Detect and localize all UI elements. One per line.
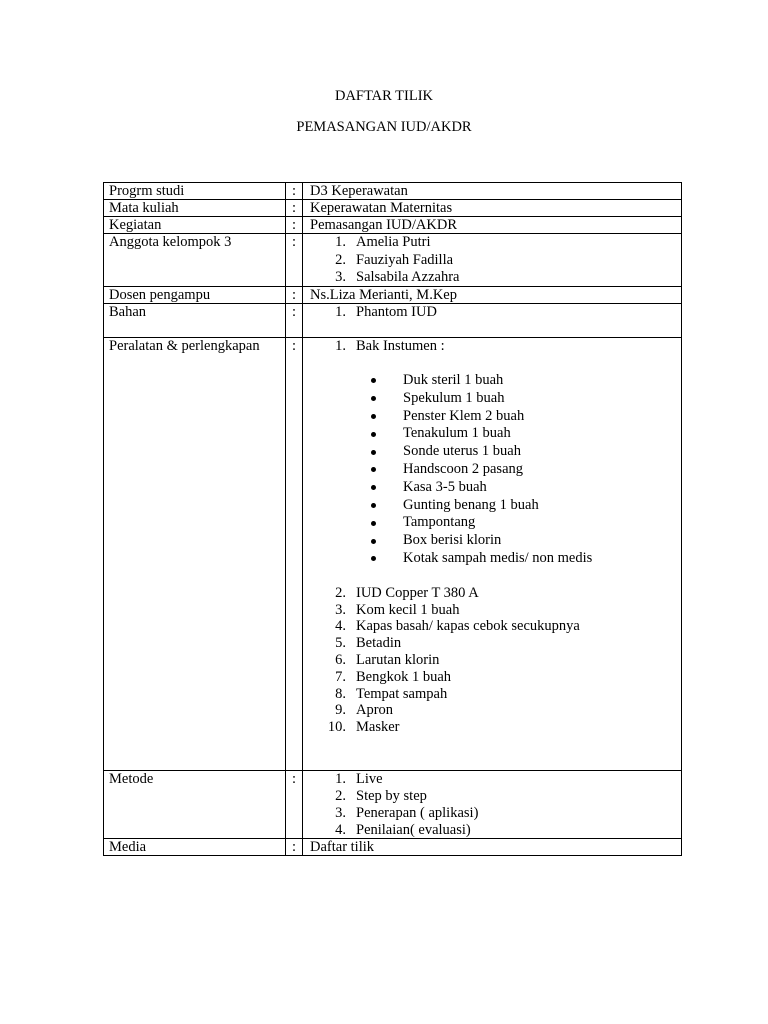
equipment-list — [303, 338, 681, 770]
row-separator: : — [286, 183, 303, 200]
row-value: Daftar tilik — [310, 839, 375, 855]
bullet-item-text: Box berisi klorin — [403, 532, 502, 549]
list-item-text: Kom kecil 1 buah — [356, 601, 460, 618]
row-value: D3 Keperawatan — [310, 183, 408, 199]
row-value: Ns.Liza Merianti, M.Kep — [310, 287, 457, 303]
list-number: 1. — [335, 304, 346, 320]
list-number: 7. — [335, 668, 346, 685]
list-item-text: Kapas basah/ kapas cebok secukupnya — [356, 618, 580, 635]
bullet-item-text: Kotak sampah medis/ non medis — [403, 549, 593, 566]
bullet-item — [303, 514, 681, 532]
list-item-text: Bengkok 1 buah — [356, 668, 452, 685]
bullet-icon — [371, 450, 376, 455]
list-item-text: Masker — [356, 719, 400, 736]
list-item — [303, 602, 681, 619]
bullet-icon — [371, 467, 376, 472]
list-item-text: Step by step — [356, 788, 427, 804]
row-value: Pemasangan IUD/AKDR — [310, 217, 457, 233]
table-row-program-studi — [104, 183, 681, 199]
row-separator: : — [286, 771, 303, 839]
list-item — [303, 686, 681, 703]
list-item-text: Penilaian( evaluasi) — [356, 822, 471, 838]
bullet-item-text: Tampontang — [403, 514, 476, 531]
list-item-text: Live — [356, 771, 383, 787]
list-item-text: Penerapan ( aplikasi) — [356, 805, 479, 821]
row-label: Kegiatan — [104, 217, 286, 234]
row-label: Anggota kelompok 3 — [104, 234, 286, 287]
row-separator: : — [286, 200, 303, 217]
document-subtitle: PEMASANGAN IUD/AKDR — [296, 119, 472, 135]
row-separator: : — [286, 217, 303, 234]
bullet-icon — [371, 378, 376, 383]
bullet-item — [303, 479, 681, 497]
list-item — [303, 702, 681, 719]
table-row-bahan — [104, 303, 681, 337]
list-number: 2. — [335, 251, 346, 268]
row-label: Mata kuliah — [104, 200, 286, 217]
list-item — [303, 771, 681, 788]
bullet-item — [303, 497, 681, 515]
list-item-text: Tempat sampah — [356, 685, 448, 702]
bullet-item — [303, 408, 681, 426]
list-item — [303, 234, 681, 252]
row-label: Peralatan & perlengkapan — [104, 338, 286, 770]
row-separator: : — [286, 234, 303, 287]
bullet-item-text: Sonde uterus 1 buah — [403, 443, 521, 460]
list-number: 8. — [335, 685, 346, 702]
list-number: 3. — [335, 601, 346, 618]
list-item-text: Larutan klorin — [356, 651, 440, 668]
list-number: 2. — [335, 584, 346, 601]
list-number: 4. — [335, 618, 346, 635]
table-row-kegiatan — [104, 216, 681, 233]
bullet-item — [303, 372, 681, 390]
list-item-text: Fauziyah Fadilla — [356, 251, 454, 268]
list-item-text: Betadin — [356, 635, 402, 652]
bullet-item — [303, 425, 681, 443]
list-number: 4. — [335, 822, 346, 838]
list-number: 10. — [327, 719, 346, 736]
list-item — [303, 585, 681, 602]
bullet-item — [303, 443, 681, 461]
bullet-item-text: Kasa 3-5 buah — [403, 478, 487, 495]
list-number: 1. — [335, 338, 346, 354]
row-label: Metode — [104, 771, 286, 839]
list-item — [303, 338, 681, 355]
list-number: 3. — [335, 269, 346, 286]
equipment-list-continued — [303, 585, 681, 736]
list-item — [303, 304, 681, 321]
list-item-text: Apron — [356, 702, 394, 719]
bullet-item — [303, 532, 681, 550]
list-item — [303, 269, 681, 287]
table-row-media — [104, 838, 681, 855]
bullet-item — [303, 461, 681, 479]
list-item-text: Phantom IUD — [356, 304, 437, 320]
method-list — [303, 771, 681, 839]
bullet-item-text: Handscoon 2 pasang — [403, 460, 524, 477]
bullet-item-text: Spekulum 1 buah — [403, 389, 505, 406]
list-item — [303, 788, 681, 805]
bullet-icon — [371, 521, 376, 526]
row-separator: : — [286, 287, 303, 304]
document-title: DAFTAR TILIK — [334, 88, 434, 104]
row-value: Keperawatan Maternitas — [310, 200, 453, 216]
list-item — [303, 652, 681, 669]
bullet-item-text: Gunting benang 1 buah — [403, 496, 539, 513]
bullet-item-text: Tenakulum 1 buah — [403, 425, 511, 442]
list-item-text: Amelia Putri — [356, 234, 431, 250]
list-item — [303, 719, 681, 736]
bullet-icon — [371, 556, 376, 561]
bullet-list — [303, 372, 681, 568]
list-item-text: Salsabila Azzahra — [356, 269, 460, 286]
row-separator: : — [286, 839, 303, 856]
table-row-mata-kuliah — [104, 199, 681, 216]
row-label: Bahan — [104, 304, 286, 337]
list-number: 9. — [335, 702, 346, 719]
bullet-icon — [371, 485, 376, 490]
row-separator: : — [286, 304, 303, 337]
table-row-anggota — [104, 233, 681, 286]
row-label: Progrm studi — [104, 183, 286, 200]
list-item-text: IUD Copper T 380 A — [356, 584, 479, 601]
row-label: Media — [104, 839, 286, 856]
list-number: 5. — [335, 635, 346, 652]
checklist-info-table — [103, 182, 682, 856]
list-number: 2. — [335, 788, 346, 804]
list-item — [303, 805, 681, 822]
bullet-item-text: Duk steril 1 buah — [403, 372, 504, 388]
list-item — [303, 635, 681, 652]
bullet-item — [303, 550, 681, 568]
list-number: 3. — [335, 805, 346, 821]
bullet-item-text: Penster Klem 2 buah — [403, 407, 525, 424]
bullet-icon — [371, 503, 376, 508]
list-number: 6. — [335, 651, 346, 668]
list-item — [303, 252, 681, 270]
row-separator: : — [286, 338, 303, 770]
bullet-icon — [371, 414, 376, 419]
table-row-peralatan — [104, 337, 681, 770]
table-row-metode — [104, 770, 681, 838]
list-number: 1. — [335, 771, 346, 787]
table-row-dosen — [104, 286, 681, 303]
list-item — [303, 618, 681, 635]
list-item-text: Bak Instumen : — [356, 338, 445, 354]
bullet-icon — [371, 396, 376, 401]
member-list — [303, 234, 681, 287]
row-label: Dosen pengampu — [104, 287, 286, 304]
list-item — [303, 822, 681, 839]
material-list — [303, 304, 681, 337]
bullet-icon — [371, 432, 376, 437]
list-number: 1. — [335, 234, 346, 250]
bullet-icon — [371, 539, 376, 544]
bullet-item — [303, 390, 681, 408]
list-item — [303, 669, 681, 686]
